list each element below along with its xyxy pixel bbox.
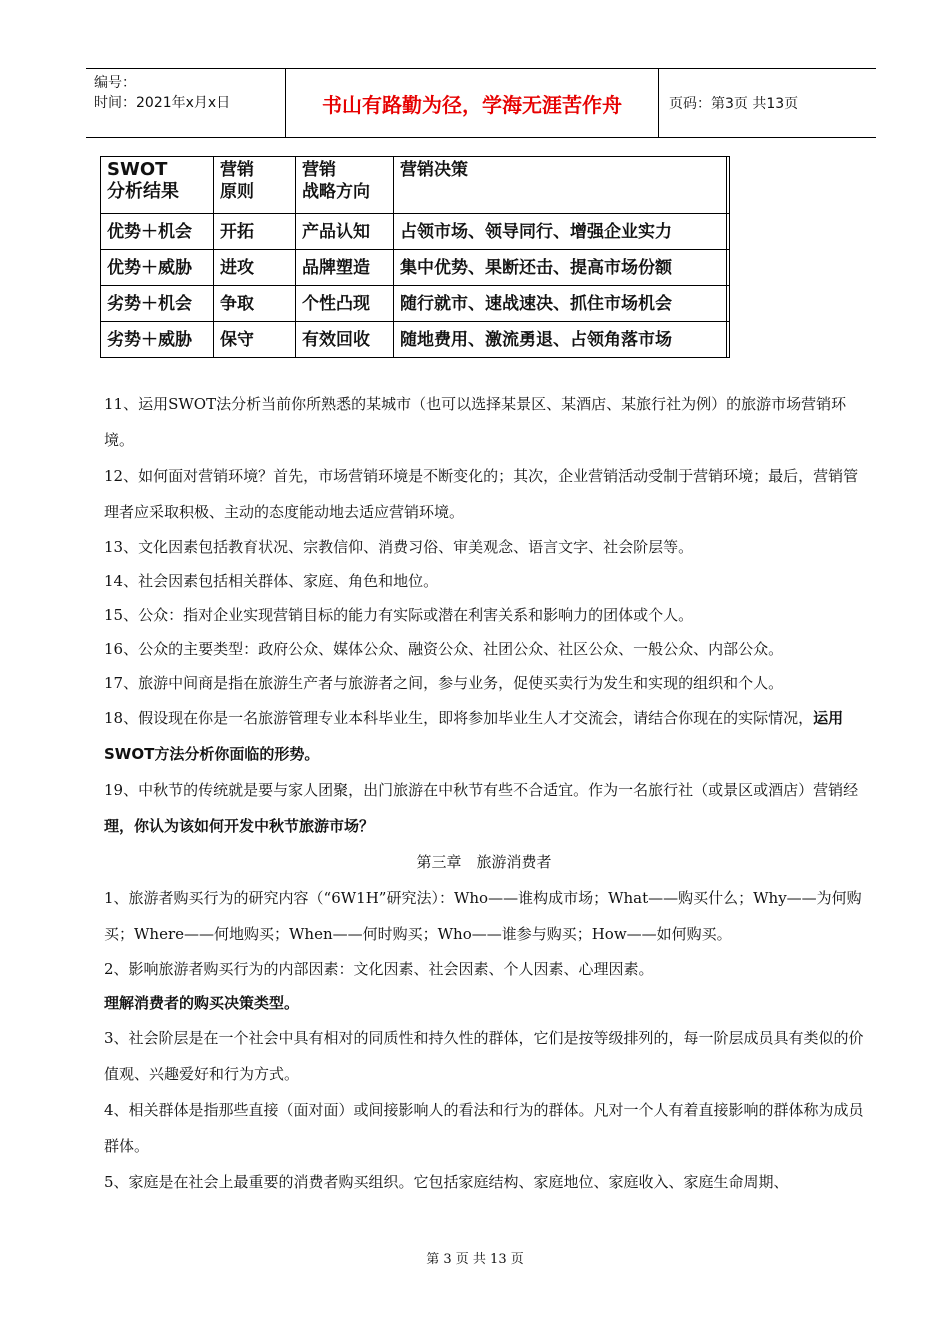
- page-header: [86, 68, 876, 138]
- header-meta: [86, 69, 286, 137]
- table-cell: 优势＋机会: [101, 214, 214, 250]
- paragraph-18-text: 18、假设现在你是一名旅游管理专业本科毕业生，即将参加毕业生人才交流会，请结合你现在的实际情况，: [104, 709, 814, 727]
- header-cell: [394, 157, 727, 214]
- table-cell: 集中优势、果断还击、提高市场份额: [394, 250, 727, 286]
- header-cell: [101, 157, 214, 214]
- header-cell-text: SWOT 分析结果: [107, 159, 179, 202]
- page-footer: 第 3 页 共 13 页: [426, 1252, 524, 1267]
- header-motto: 书山有路勤为径，学海无涯苦作舟: [286, 69, 659, 137]
- table-cell: 产品认知: [296, 214, 394, 250]
- table-cell: 开拓: [214, 214, 296, 250]
- paragraph-15: 15、公众：指对企业实现营销目标的能力有实际或潜在利害关系和影响力的团体或个人。: [104, 606, 694, 624]
- table-row: [101, 286, 730, 322]
- header-cell-text: 营销 原则: [220, 160, 254, 202]
- table-edge-cell: [727, 286, 730, 322]
- paragraph-19-text: 19、中秋节的传统就是要与家人团聚，出门旅游在中秋节有些不合适宜。作为一名旅行社（或景区或酒店）营销经: [104, 781, 859, 799]
- chapter-paragraph-3: 3、社会阶层是在一个社会中具有相对的同质性和持久性的群体，它们是按等级排列的，每一阶层成员具有类似的价值观、兴趣爱好和行为方式。: [104, 1029, 864, 1083]
- paragraph-17: 17、旅游中间商是指在旅游生产者与旅游者之间，参与业务，促使买卖行为发生和实现的组织和个人。: [104, 674, 784, 692]
- chapter-paragraph-4: 4、相关群体是指那些直接（面对面）或间接影响人的看法和行为的群体。凡对一个人有着直接影响的群体称为成员群体。: [104, 1101, 864, 1155]
- table-edge-cell: [727, 250, 730, 286]
- chapter-paragraph-1: 1、旅游者购买行为的研究内容（“6W1H”研究法）：Who——谁构成市场；What——购买什么；Why——为何购买；Where——何地购买；When——何时购买；Who——谁参与购买；How——如何购买。: [104, 889, 862, 943]
- table-edge-cell: [727, 157, 730, 214]
- chapter-note: 理解消费者的购买决策类型。: [104, 994, 300, 1012]
- table-edge-cell: [727, 214, 730, 250]
- table-cell: 随行就市、速战速决、抓住市场机会: [394, 286, 727, 322]
- table-cell: 随地费用、激流勇退、占领角落市场: [394, 322, 727, 358]
- paragraph-11: 11、运用SWOT法分析当前你所熟悉的某城市（也可以选择某景区、某酒店、某旅行社为例）的旅游市场营销环境。: [104, 395, 847, 449]
- swot-table: [100, 156, 730, 358]
- paragraph-12: 12、如何面对营销环境？首先，市场营销环境是不断变化的；其次，企业营销活动受制于营销环境；最后，营销管理者应采取积极、主动的态度能动地去适应营销环境。: [104, 467, 859, 521]
- table-cell: 优势＋威胁: [101, 250, 214, 286]
- table-cell: 个性凸现: [296, 286, 394, 322]
- header-cell-text: 营销决策: [400, 160, 468, 180]
- chapter-title: 第三章 旅游消费者: [416, 853, 552, 871]
- table-row: [101, 250, 730, 286]
- document-body: [104, 386, 864, 1200]
- chapter-paragraph-2: 2、影响旅游者购买行为的内部因素：文化因素、社会因素、个人因素、心理因素。: [104, 960, 654, 978]
- header-cell: [214, 157, 296, 214]
- table-cell: 占领市场、领导同行、增强企业实力: [394, 214, 727, 250]
- paragraph-16: 16、公众的主要类型：政府公众、媒体公众、融资公众、社团公众、社区公众、一般公众、内部公众。: [104, 640, 784, 658]
- header-cell: [296, 157, 394, 214]
- chapter-paragraph-5: 5、家庭是在社会上最重要的消费者购买组织。它包括家庭结构、家庭地位、家庭收入、家庭生命周期、: [104, 1173, 789, 1191]
- table-cell: 品牌塑造: [296, 250, 394, 286]
- paragraph-14: 14、社会因素包括相关群体、家庭、角色和地位。: [104, 572, 439, 590]
- paragraph-18-emphasis: 运用SWOT方法分析你面临的形势。: [104, 709, 844, 763]
- header-page-label: 页码：第3页 共13页: [669, 96, 799, 112]
- paragraph-13: 13、文化因素包括教育状况、宗教信仰、消费习俗、审美观念、语言文字、社会阶层等。: [104, 538, 694, 556]
- table-cell: 保守: [214, 322, 296, 358]
- table-cell: 劣势＋威胁: [101, 322, 214, 358]
- table-row: [101, 214, 730, 250]
- paragraph-18: [104, 700, 864, 772]
- time-label: 时间：2021年x月x日: [94, 95, 231, 111]
- number-label: 编号：: [94, 75, 136, 91]
- table-cell: 进攻: [214, 250, 296, 286]
- header-cell-text: 营销 战略方向: [302, 160, 370, 202]
- paragraph-19-emphasis: 理，你认为该如何开发中秋节旅游市场？: [104, 817, 375, 835]
- table-header-row: [101, 157, 730, 214]
- table-cell: 争取: [214, 286, 296, 322]
- table-cell: 劣势＋机会: [101, 286, 214, 322]
- table-cell: 有效回收: [296, 322, 394, 358]
- table-edge-cell: [727, 322, 730, 358]
- paragraph-19: [104, 772, 864, 844]
- table-row: [101, 322, 730, 358]
